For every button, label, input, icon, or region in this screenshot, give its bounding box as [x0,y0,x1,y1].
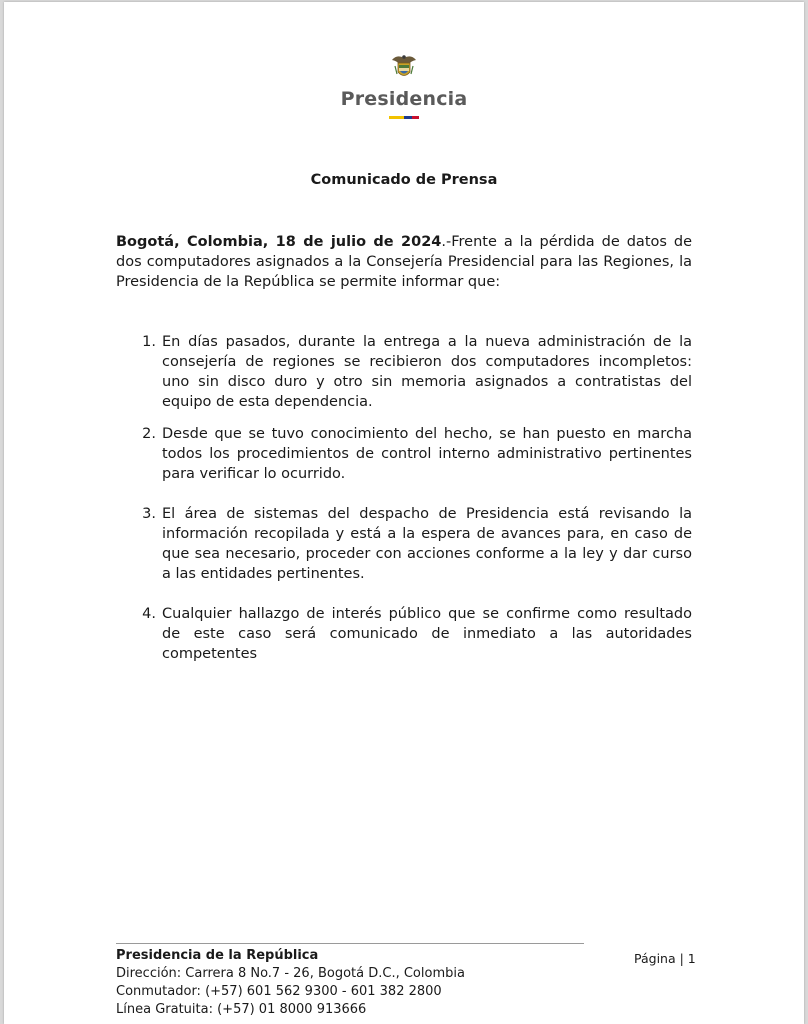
presidencia-logo [4,52,804,119]
list-item [134,424,692,484]
intro-text: .-Frente a la pérdida de datos de dos computadores asignados a la Consejería Presidencial para las Regiones, la Presidencia de la República se permite informar que: [116,234,693,290]
item-number: 2. [142,426,156,442]
footer-divider [116,943,584,944]
list-item [134,504,692,584]
coat-of-arms-icon [389,52,419,82]
footer-toll-free: Línea Gratuita: (+57) 01 8000 913666 [116,1002,367,1017]
item-number: 3. [142,506,156,522]
item-text: Cualquier hallazgo de interés público que se confirme como resultado de este caso será comunicado de inmediato a las autoridades competentes [162,606,692,662]
document-title: Comunicado de Prensa [310,172,498,188]
item-text: El área de sistemas del despacho de Presidencia está revisando la información recopilada y está a la espera de avances para, en caso de que sea necesario, proceder con acciones conforme a la ley y dar curso a las entidades pertinentes. [162,506,692,582]
item-number: 1. [142,334,156,350]
footer-switchboard: Conmutador: (+57) 601 562 9300 - 601 382 2800 [116,984,442,999]
list-item [134,332,692,412]
item-number: 4. [142,606,156,622]
footer-org: Presidencia de la República [116,948,319,963]
flag-stripe [389,116,419,119]
list-item [134,604,692,664]
intro-paragraph [116,232,692,292]
logo-wordmark: Presidencia [340,88,468,110]
item-text: Desde que se tuvo conocimiento del hecho, se han puesto en marcha todos los procedimientos de control interno administrativo pertinentes para verificar lo ocurrido. [162,426,692,482]
document-page [4,2,804,1024]
dateline: Bogotá, Colombia, 18 de julio de 2024 [116,234,442,250]
footer-address: Dirección: Carrera 8 No.7 - 26, Bogotá D.C., Colombia [116,966,465,981]
footer [116,947,465,1019]
item-text: En días pasados, durante la entrega a la nueva administración de la consejería de regiones se recibieron dos computadores incompletos: uno sin disco duro y otro sin memoria asignados a contratistas del equipo de esta dependencia. [162,334,692,410]
page-number: Página | 1 [634,951,696,966]
